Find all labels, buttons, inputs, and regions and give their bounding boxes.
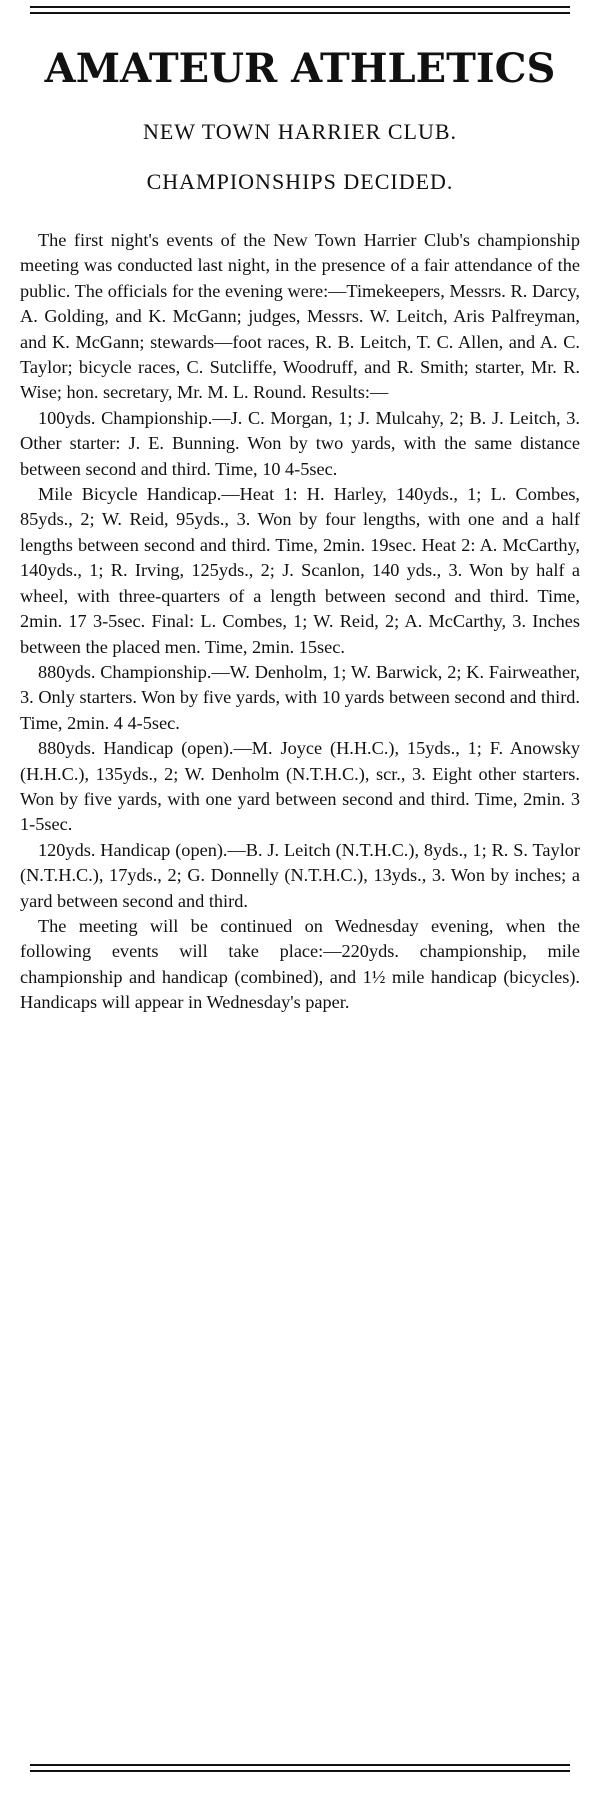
top-rule-line-1	[30, 6, 570, 8]
paragraph-meeting-continued: The meeting will be continued on Wednesday evening, when the following events will take place:—220yds. championship, mile championship and handicap (combined), and 1½ mile handicap (bicycles). Handicaps will appear in Wednesday's paper.	[20, 915, 580, 1013]
top-rule-line-2	[30, 12, 570, 14]
headline: AMATEUR ATHLETICS	[44, 45, 556, 92]
article-body	[20, 228, 580, 1016]
subheading-club: NEW TOWN HARRIER CLUB.	[142, 119, 458, 144]
paragraph-880yds-championship: 880yds. Championship.—W. Denholm, 1; W. Barwick, 2; K. Fairweather, 3. Only starters. Won by five yards, with 10 yards between second and third. Time, 2min. 4 4-5sec.	[20, 661, 580, 733]
top-double-rule	[30, 6, 570, 16]
paragraph-intro: The first night's events of the New Town Harrier Club's championship meeting was conducted last night, in the presence of a fair attendance of the public. The officials for the evening were:—Timekeepers, Messrs. R. Darcy, A. Golding, and K. McGann; judges, Messrs. W. Leitch, Aris Palfreyman, and K. McGann; stewards—foot races, R. B. Leitch, T. C. Allen, and A. C. Taylor; bicycle races, C. Sutcliffe, Woodruff, and R. Smith; starter, Mr. R. Wise; hon. secretary, Mr. M. L. Round. Results:—	[20, 230, 580, 403]
bottom-rule-line-1	[30, 1764, 570, 1766]
paragraph-100yds-championship: 100yds. Championship.—J. C. Morgan, 1; J. Mulcahy, 2; B. J. Leitch, 3. Other starter: J. E. Bunning. Won by two yards, with the same distance between second and third. Time, 10 4-5sec.	[20, 407, 580, 479]
paragraph-mile-bicycle-handicap: Mile Bicycle Handicap.—Heat 1: H. Harley, 140yds., 1; L. Combes, 85yds., 2; W. Reid, 95yds., 3. Won by four lengths, with one and a half lengths between second and third. Time, 2min. 19sec. Heat 2: A. McCarthy, 140yds., 1; R. Irving, 125yds., 2; J. Scanlon, 140 yds., 3. Won by half a wheel, with three-quarters of a length between second and third. Time, 2min. 17 3-5sec. Final: L. Combes, 1; W. Reid, 2; A. McCarthy, 3. Inches between the placed men. Time, 2min. 15sec.	[20, 484, 580, 657]
bottom-rule-line-2	[30, 1770, 570, 1772]
bottom-double-rule	[30, 1764, 570, 1774]
subheading-championships: CHAMPIONSHIPS DECIDED.	[146, 169, 454, 194]
paragraph-880yds-handicap: 880yds. Handicap (open).—M. Joyce (H.H.C.), 15yds., 1; F. Anowsky (H.H.C.), 135yds., 2; W. Denholm (N.T.H.C.), scr., 3. Eight other starters. Won by five yards, with one yard between second and third. Time, 2min. 3 1-5sec.	[20, 738, 580, 835]
paragraph-120yds-handicap: 120yds. Handicap (open).—B. J. Leitch (N.T.H.C.), 8yds., 1; R. S. Taylor (N.T.H.C.), 17yds., 2; G. Donnelly (N.T.H.C.), 13yds., 3. Won by inches; a yard between second and third.	[20, 839, 580, 911]
